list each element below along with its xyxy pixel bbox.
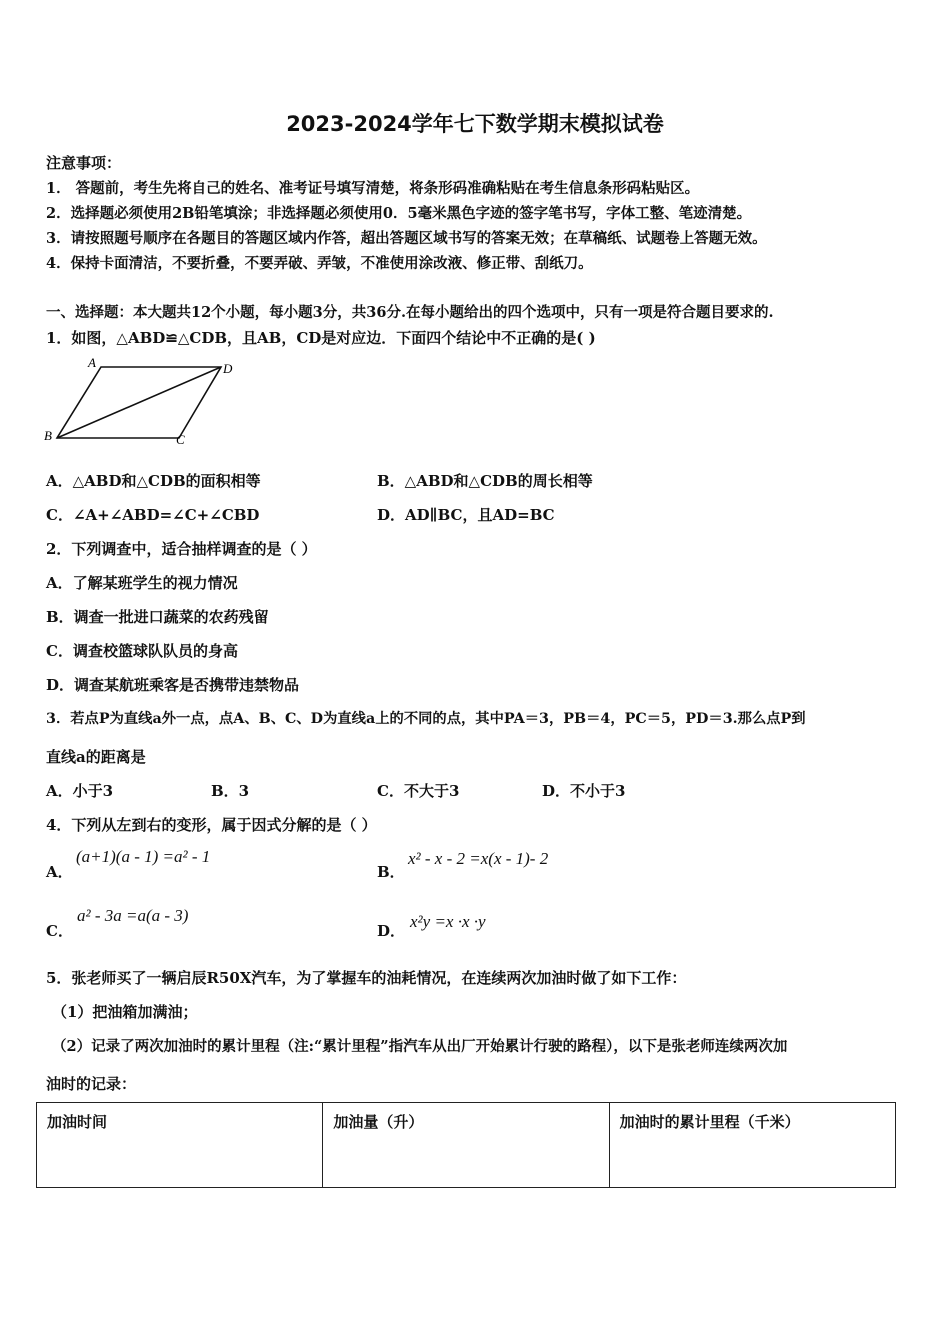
- q2-option-c: C．调查校篮球队队员的身高: [46, 642, 238, 660]
- notice-heading: 注意事项：: [46, 154, 122, 172]
- table-header-cell: 加油时间: [37, 1103, 323, 1188]
- diagonal-bd: [57, 367, 221, 438]
- q1-option-c: C．∠A+∠ABD=∠C+∠CBD: [46, 506, 260, 524]
- table-header-row: [37, 1103, 896, 1188]
- q1-option-b: B．△ABD和△CDB的周长相等: [377, 472, 593, 490]
- q3-option-b: B．3: [211, 782, 250, 800]
- vertex-label-c: C: [176, 432, 185, 447]
- q3-option-d: D．不小于3: [542, 782, 626, 800]
- q3-stem-line1: 3．若点P为直线a外一点，点A、B、C、D为直线a上的不同的点，其中PA＝3，PB＝4，PC＝5，PD＝3.那么点P到: [46, 711, 806, 727]
- q2-stem: 2．下列调查中，适合抽样调查的是（ ）: [46, 540, 317, 558]
- q5-stem: 5．张老师买了一辆启辰R50X汽车，为了掌握车的油耗情况，在连续两次加油时做了如下工作：: [46, 969, 687, 987]
- q4-option-d-label: D．: [377, 922, 406, 940]
- vertex-label-b: B: [44, 428, 52, 443]
- q4-stem: 4．下列从左到右的变形，属于因式分解的是（ ）: [46, 816, 377, 834]
- vertex-label-d: D: [223, 361, 233, 376]
- q3-stem-line2: 直线a的距离是: [46, 748, 146, 766]
- table-header-cell: 加油量（升）: [323, 1103, 609, 1188]
- q4-option-a-label: A．: [46, 863, 73, 881]
- notice-item-4: 4．保持卡面清洁，不要折叠，不要弄破、弄皱，不准使用涂改液、修正带、刮纸刀。: [46, 255, 593, 272]
- q5-step2-line2: 油时的记录：: [46, 1075, 137, 1093]
- page-title: 2023-2024学年七下数学期末模拟试卷: [286, 112, 664, 136]
- q1-parallelogram-figure: [40, 355, 250, 450]
- refuel-record-table: [36, 1102, 896, 1188]
- q4-formula-c: a² - 3a =a(a - 3): [77, 906, 189, 925]
- q1-option-d: D．AD∥BC，且AD=BC: [377, 506, 555, 524]
- notice-item-3: 3．请按照题号顺序在各题目的答题区域内作答，超出答题区域书写的答案无效；在草稿纸、试题卷上答题无效。: [46, 230, 767, 247]
- q2-option-a: A．了解某班学生的视力情况: [46, 574, 238, 592]
- q4-formula-a: (a+1)(a - 1) =a² - 1: [76, 847, 211, 866]
- q1-stem: 1．如图，△ABD≌△CDB，且AB，CD是对应边．下面四个结论中不正确的是( ): [46, 329, 596, 347]
- q4-formula-b: x² - x - 2 =x(x - 1)- 2: [408, 849, 549, 868]
- q4-option-b-label: B．: [377, 863, 405, 881]
- q5-step2-line1: （2）记录了两次加油时的累计里程（注:“累计里程”指汽车从出厂开始累计行驶的路程），以下是张老师连续两次加: [52, 1038, 788, 1055]
- q2-option-b: B．调查一批进口蔬菜的农药残留: [46, 608, 269, 626]
- table-header-cell: 加油时的累计里程（千米）: [609, 1103, 895, 1188]
- q4-option-c-label: C．: [46, 922, 73, 940]
- notice-item-1: 1． 答题前，考生先将自己的姓名、准考证号填写清楚，将条形码准确粘贴在考生信息条形码粘贴区。: [46, 180, 700, 197]
- section-heading: 一、选择题：本大题共12个小题，每小题3分，共36分.在每小题给出的四个选项中，只有一项是符合题目要求的.: [46, 304, 774, 321]
- q3-option-c: C．不大于3: [377, 782, 460, 800]
- q4-formula-d: x²y =x ·x ·y: [410, 912, 486, 931]
- vertex-label-a: A: [88, 355, 96, 370]
- q3-option-a: A．小于3: [46, 782, 114, 800]
- q5-step1: （1）把油箱加满油；: [52, 1003, 198, 1021]
- q1-option-a: A．△ABD和△CDB的面积相等: [46, 472, 261, 490]
- q2-option-d: D．调查某航班乘客是否携带违禁物品: [46, 676, 300, 694]
- notice-item-2: 2．选择题必须使用2B铅笔填涂；非选择题必须使用0．5毫米黑色字迹的签字笔书写，字体工整、笔迹清楚。: [46, 205, 752, 222]
